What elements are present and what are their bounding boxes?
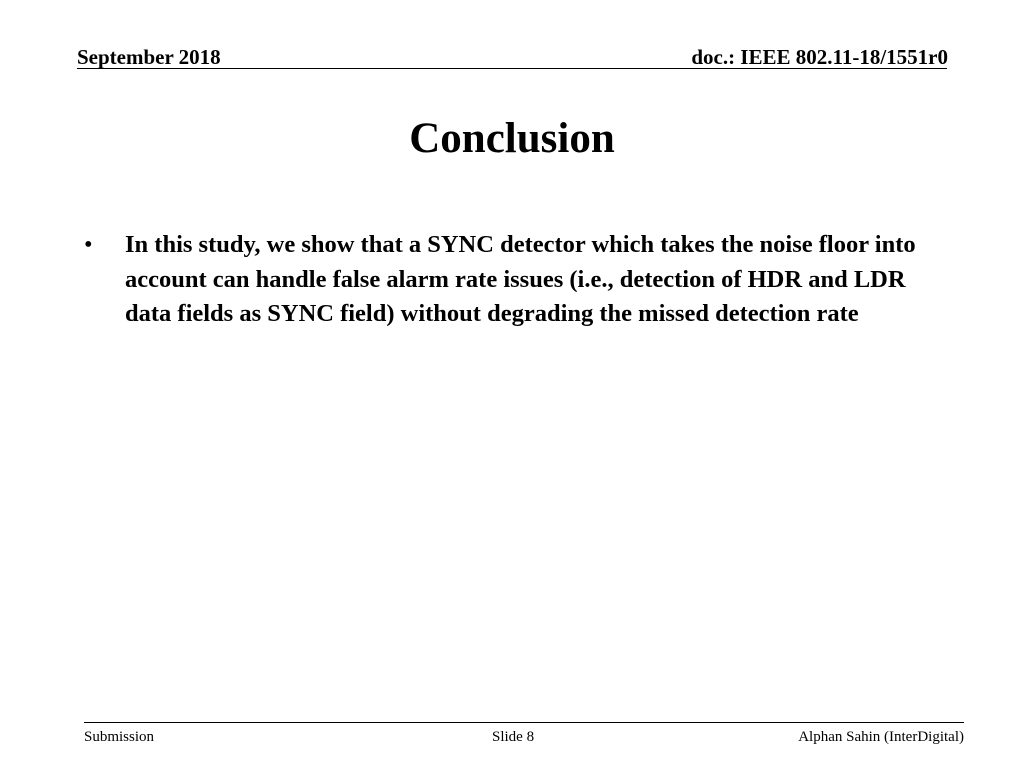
footer-submission: Submission [84,729,155,745]
slide-title: Conclusion [409,115,615,162]
bullet-item [84,228,944,332]
footer-slide-number: Slide 8 [492,729,535,745]
bullet-list [84,228,944,332]
bullet-marker: • [84,231,93,258]
bullet-text: In this study, we show that a SYNC detector which takes the noise floor into account can handle false alarm rate issues (i.e., detection of HDR and LDR data fields as SYNC field) without degrading the missed detection rate [125,231,916,327]
footer-divider [84,722,964,723]
header-divider [77,68,947,69]
footer-author: Alphan Sahin (InterDigital) [798,729,964,745]
header-date: September 2018 [77,45,221,69]
header-doc-id: doc.: IEEE 802.11-18/1551r0 [691,45,948,69]
